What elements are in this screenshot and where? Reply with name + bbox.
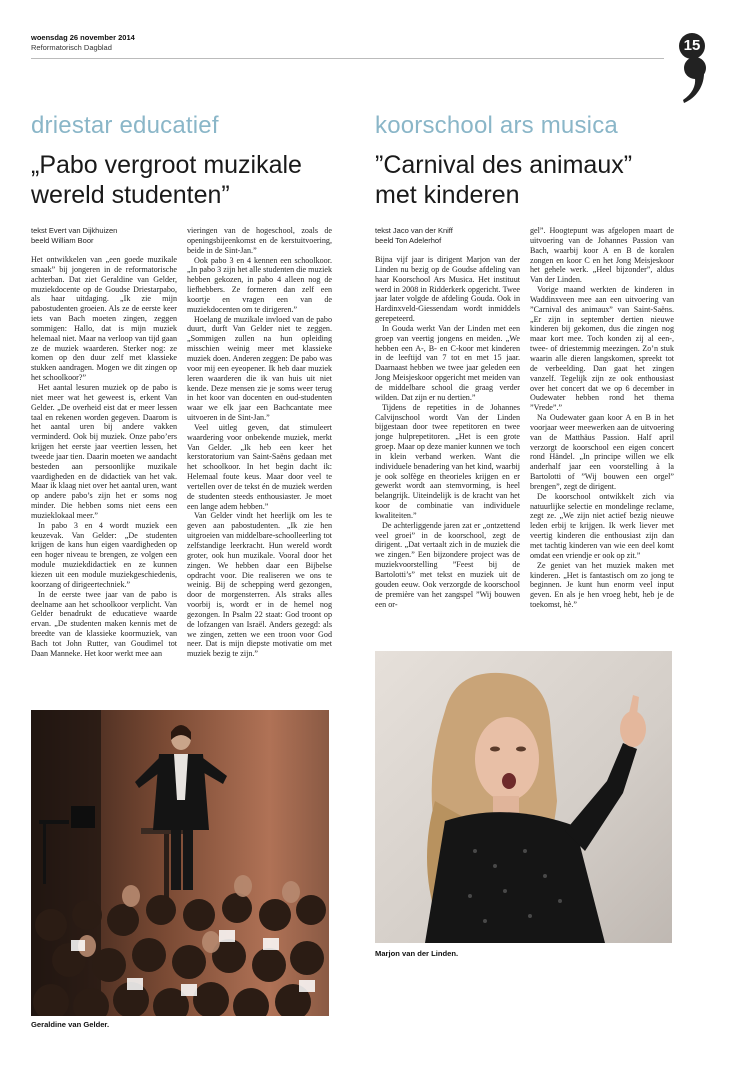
photo-conductor-portrait xyxy=(375,651,672,943)
caption-right: Marjon van der Linden. xyxy=(375,949,459,958)
right-column-1 xyxy=(375,255,520,645)
credit-text-left: tekst Evert van Dijkhuizen xyxy=(31,226,118,235)
paragraph: gel”. Hoogtepunt was afgelopen maart de uitvoering van de Johannes Passion van Bach, waarbij koor A en B de koralen zongen en koor C en het Jong Meisjeskoor het gehele werk. „Heel bijzonder”, aldus Van der Linden. xyxy=(530,226,674,285)
credits-left xyxy=(31,226,117,245)
left-column-1 xyxy=(31,255,177,705)
paragraph: Van Gelder vindt het heerlijk om les te geven aan pabostudenten. „Ik zie hen uitgroeien van middelbare-schoolleerling tot zelfstandige leerkracht. Hun wereld wordt groter, ook hun muzikale. Vooral door het zingen. We hebben daar een Bijbelse opdracht voor. Die realiseren we ons te weinig. Bij de schepping werd gezongen, door de morgensterren. Als straks alles voorbij is, wordt er in de hemel nog gezongen. In Psalm 22 staat: God troont op de lofzangen van Israël. Anders gezegd: als we zingen, zetten we een troon voor God neer. Dat is mijn diepste motivatie om met muziek bezig te zijn.” xyxy=(187,511,332,659)
caption-left: Geraldine van Gelder. xyxy=(31,1020,110,1029)
credit-photo-left: beeld William Boor xyxy=(31,235,94,245)
paragraph: Tijdens de repetities in de Johannes Calvijnschool wordt Van der Linden bijgestaan door twee repetitoren en twee jonge hulprepetitoren. „Het is een grote groep. Maar op deze manier kunnen we toch in klein verband werken. Want die individuele benadering van het kind, waarbij je ook solfège en theorieles krijgen en er gewerkt wordt aan stemvorming, is heel belangrijk. Uiteindelijk is de kracht van het koor de combinatie van individuele kwaliteiten.” xyxy=(375,402,520,520)
paragraph: Ze geniet van het muziek maken met kinderen. „Het is fantastisch om zo jong te beginnen. Je kunt hun enorm veel input geven. En als je hen vroeg hebt, heb je de toekomst, hè.” xyxy=(530,560,674,610)
headline-right: ”Carnival des animaux” met kinderen xyxy=(375,151,633,209)
credits-right xyxy=(375,226,453,245)
paragraph: In pabo 3 en 4 wordt muziek een keuzevak. Van Gelder: „De studenten krijgen de kans hun eigen vaardigheden op een hoger niveau te brengen, ze volgen een module muziekdidactiek en ze kunnen kiezen uit een module muziekgeschiedenis, koorzang of dirigeertechniek.” xyxy=(31,520,177,589)
paragraph: Hoelang de muzikale invloed van de pabo duurt, durft Van Gelder niet te zeggen. „Sommigen zullen na hun opleiding misschien weinig meer met klassieke muziek doen. Anderen zeggen: De pabo was voor mij een eyeopener. Ik heb daar muziek leren waarderen die ik van huis uit niet kende. Deze mensen zie je soms weer terug in het koor van docenten en oud-studenten waar we elk jaar een Bachcantate mee uitvoeren in de Sint-Jan.” xyxy=(187,314,332,423)
newspaper-name: Reformatorisch Dagblad xyxy=(31,43,112,52)
headline-left: „Pabo vergroot muzikale wereld studenten” xyxy=(31,151,302,209)
paragraph: Vorige maand werkten de kinderen in Waddinxveen mee aan een uitvoering van ”Carnival des animaux” van Saint-Saëns. „Er zijn in september dertien nieuwe kinderen bij gekomen, dus die zingen nog maar kort mee. Toch konden zij al een-, twee- of driestemmig meezingen. Zo’n stuk waarin alle dieren langskomen, spreekt tot de verbeelding. Dan gaat het zingen vanzelf. Tegelijk zijn ze ook enthousiast over het concert dat we op 6 december in Oudewater hebben rond het thema ”Vrede”.” xyxy=(530,285,674,413)
paragraph: vieringen van de hogeschool, zoals de openingsbijeenkomst en de kerstuitvoering, beide in de Sint-Jan.” xyxy=(187,226,332,255)
paragraph: De koorschool ontwikkelt zich via natuurlijke selectie en mondelinge reclame, zegt ze. „We zijn niet actief bezig nieuwe leden erbij te krijgen. Ik werk liever met veertig kinderen die enthousiast zijn dan met tachtig kinderen van wie een deel komt omdat een vriendje er ook op zit.” xyxy=(530,491,674,560)
section-label-right: koorschool ars musica xyxy=(375,112,618,139)
page-number: 15 xyxy=(679,33,705,59)
right-column-2 xyxy=(530,226,674,646)
header-rule xyxy=(31,58,664,59)
issue-date: woensdag 26 november 2014 xyxy=(31,33,135,42)
paragraph: Ook pabo 3 en 4 kennen een schoolkoor. „In pabo 3 zijn het alle studenten die muziek hebben gekozen, in pabo 4 alleen nog de liefhebbers. Ze formeren dan zelf een koortje en vragen een van de muziekdocenten om te dirigeren.” xyxy=(187,255,332,314)
paragraph: In Gouda werkt Van der Linden met een groep van veertig jongens en meiden. „We hebben een A-, B- en C-koor met kinderen in de leeftijd van 7 tot en met 15 jaar. Daarnaast hebben we twee jaar geleden een Jong Meisjeskoor opgericht met meiden van de middelbare school die graag verder wilden. Dat zijn er nu dertien.” xyxy=(375,323,520,402)
paragraph: In de eerste twee jaar van de pabo is deelname aan het schoolkoor verplicht. Van Gelder benadrukt de educatieve waarde ervan. „De studenten maken kennis met de breedte van de klassieke koormuziek, van Bach tot John Rutter, van Goudimel tot Daan Manneke. Het koor werkt mee aan xyxy=(31,589,177,658)
masthead xyxy=(31,33,135,53)
paragraph: Het aantal lesuren muziek op de pabo is niet meer wat het geweest is, erkent Van Gelder. „De overheid eist dat er meer lessen taal en rekenen worden gegeven. Daarom is het aantal uren bij andere vakken verminderd. Ook bij muziek. Onze pabo’ers krijgen het eerste jaar veertien lessen, het tweede jaar tien. Daarin moeten we aandacht besteden aan persoonlijke muzikale vaardigheden en de didactiek van het vak. Maar ik klaag niet over het aantal uren, want op andere pabo’s zijn het er soms nog minder. Die hebben soms niet eens een muzieklokaal meer.” xyxy=(31,382,177,520)
credit-text-right: tekst Jaco van der Kniff xyxy=(375,226,453,235)
credit-photo-right: beeld Ton Adelerhof xyxy=(375,235,442,245)
paragraph: Veel uitleg geven, dat stimuleert waardering voor onbekende muziek, merkt Van Gelder. „Ik heb een keer het kerstoratorium van Saint-Saëns gedaan met het schoolkoor. In het begin dacht ik: Helemaal foute keus. Maar door veel te vertellen over de tekst én de muziek werden de studenten steeds enthousiaster. Je moet een lange adem hebben.” xyxy=(187,422,332,511)
comma-logo-icon xyxy=(680,56,708,104)
paragraph: Bijna vijf jaar is dirigent Marjon van der Linden nu bezig op de Goudse afdeling van haar Koorschool Ars Musica. Het instituut werd in 2008 in Ridderkerk opgericht. Twee jaar later volgde de afdeling Gouda. Ook in Hardinxveld-Giessendam wordt inmiddels gerepeteerd. xyxy=(375,255,520,324)
photo-choir-conductor xyxy=(31,710,329,1016)
paragraph: Het ontwikkelen van „een goede muzikale smaak” bij jongeren in de reformatorische achterban. Dat ziet Geraldine van Gelder, muziekdocente op de Goudse Driestarpabo, als haar uitdaging. „Ik zie mijn pabostudenten groeien. Als ze de eerste keer iets van Bach moeten zingen, zeggen sommigen: Hallo, dat is mijn muziek helemaal niet. Maar na verloop van tijd gaan ze de muziek waarderen. Sterker nog: ze komen op den duur zelf met klassieke stukken aandragen. Mogen we dit zingen op het schoolkoor?” xyxy=(31,255,177,383)
left-column-2 xyxy=(187,226,332,706)
paragraph: De achterliggende jaren zat er „ontzettend veel groei” in de koorschool, zegt de dirigent. „Dat vertaalt zich in de muziek die we zingen.” Een bijzondere project was de muziekvoorstelling ”Feest bij de Bartolotti’s” met tekst en muziek uit de gouden eeuw. Ook verzorgde de koorschool de première van het zangspel ”Wij bouwen een or- xyxy=(375,520,520,609)
section-label-left: driestar educatief xyxy=(31,112,219,139)
paragraph: Na Oudewater gaan koor A en B in het voorjaar weer meewerken aan de uitvoering van de Matthäus Passion. Half april verzorgt de koorschool een eigen concert rond Händel. „In principe willen we elk anderhalf jaar een voorstelling à la Bartolotti of ”Wij bouwen een orgel” brengen”, zegt de dirigent. xyxy=(530,413,674,491)
